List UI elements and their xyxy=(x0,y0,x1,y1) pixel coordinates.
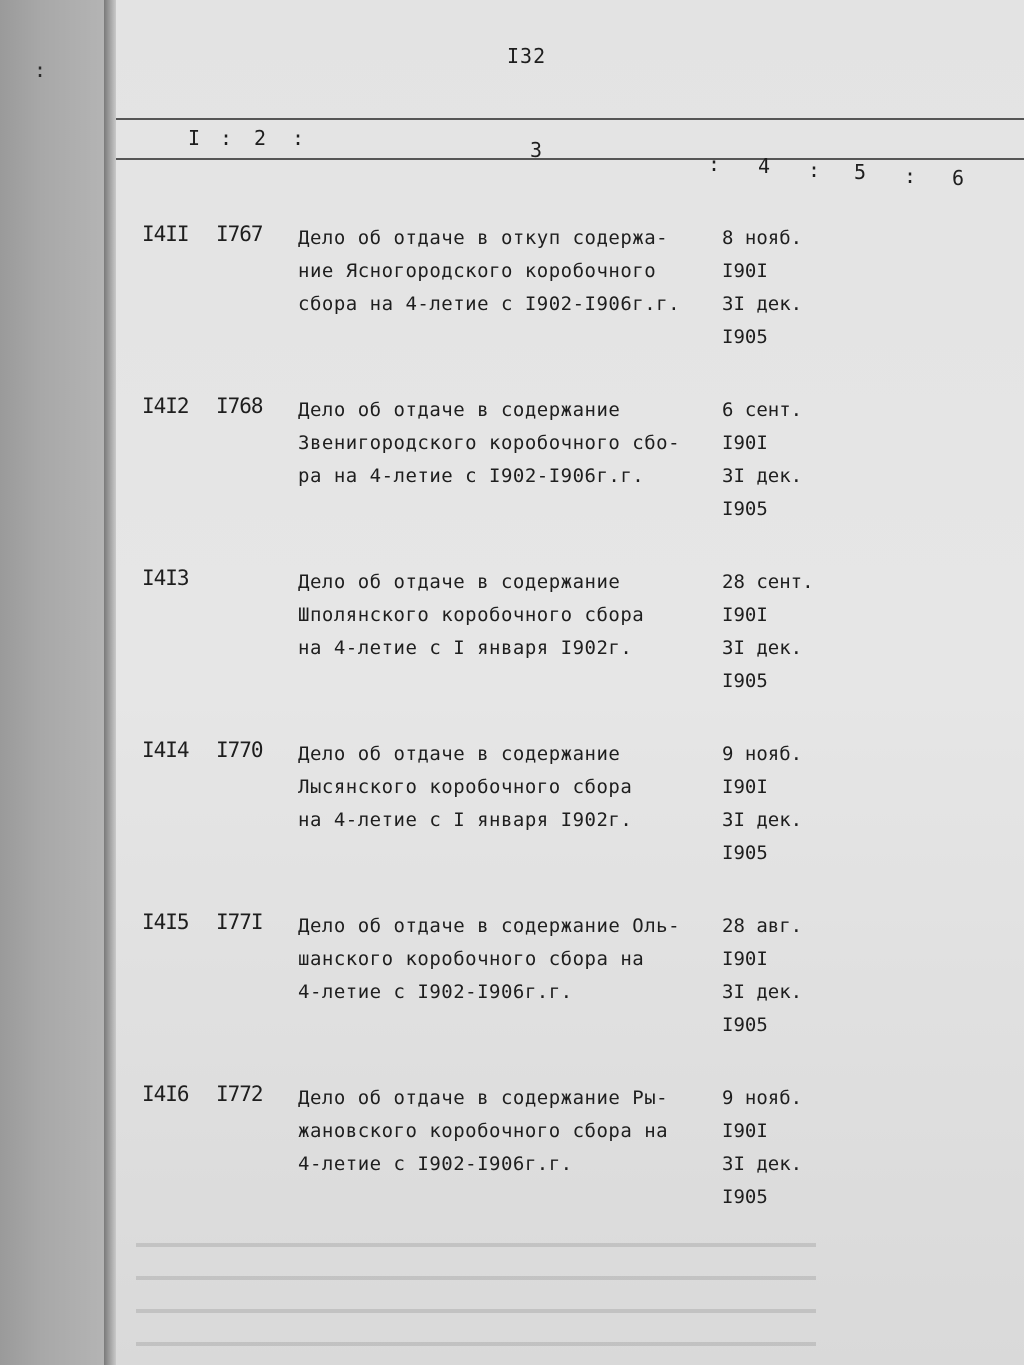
entry-dates: 8 нояб. I90I 3I дек. I905 xyxy=(722,227,803,348)
entry-number: I4I6 xyxy=(142,1082,189,1106)
facing-page-mark: : xyxy=(34,58,47,82)
inventory-entry xyxy=(116,566,1024,716)
header-rule-top xyxy=(116,118,1024,120)
entry-number: I4I2 xyxy=(142,394,189,418)
header-rule-bottom xyxy=(116,158,1024,160)
column-header-3: 3 xyxy=(530,138,543,162)
column-separator: : xyxy=(904,164,917,188)
entry-title: Дело об отдаче в откуп содержа- ние Ясногородского коробочного сбора на 4-летие с I902-I906г.г. xyxy=(298,227,681,315)
entry-old-number: I770 xyxy=(216,738,263,762)
entry-number: I4I5 xyxy=(142,910,189,934)
entry-old-number: I768 xyxy=(216,394,263,418)
entry-old-number: I767 xyxy=(216,222,263,246)
entry-number: I4I4 xyxy=(142,738,189,762)
column-separator: : xyxy=(292,126,305,150)
inventory-entry xyxy=(116,1082,1024,1232)
column-header-1: I xyxy=(188,126,201,150)
facing-page-edge xyxy=(0,0,104,1365)
entry-dates: 28 сент. I90I 3I дек. I905 xyxy=(722,571,814,692)
inventory-entry xyxy=(116,394,1024,544)
entry-number: I4II xyxy=(142,222,189,246)
entry-dates: 9 нояб. I90I 3I дек. I905 xyxy=(722,1087,803,1208)
column-header-2: 2 xyxy=(254,126,267,150)
column-header-4: 4 xyxy=(758,154,771,178)
column-separator: : xyxy=(808,158,821,182)
entry-title: Дело об отдаче в содержание Звенигородского коробочного сбо- ра на 4-летие с I902-I906г.г. xyxy=(298,399,681,487)
page-number: I32 xyxy=(507,44,547,68)
show-through-text xyxy=(136,1225,816,1365)
entry-dates: 28 авг. I90I 3I дек. I905 xyxy=(722,915,803,1036)
book-gutter xyxy=(104,0,116,1365)
entry-number: I4I3 xyxy=(142,566,189,590)
entry-old-number: I77I xyxy=(216,910,263,934)
column-header-6: 6 xyxy=(952,166,965,190)
entry-title: Дело об отдаче в содержание Ры- жановского коробочного сбора на 4-летие с I902-I906г.г. xyxy=(298,1087,669,1175)
inventory-entry xyxy=(116,222,1024,372)
column-separator: : xyxy=(708,152,721,176)
entry-dates: 6 сент. I90I 3I дек. I905 xyxy=(722,399,803,520)
entry-title: Дело об отдаче в содержание Шполянского коробочного сбора на 4-летие с I января I902г. xyxy=(298,571,645,659)
column-separator: : xyxy=(220,126,233,150)
entry-dates: 9 нояб. I90I 3I дек. I905 xyxy=(722,743,803,864)
inventory-entry xyxy=(116,910,1024,1060)
entry-title: Дело об отдаче в содержание Лысянского коробочного сбора на 4-летие с I января I902г. xyxy=(298,743,633,831)
column-header-5: 5 xyxy=(854,160,867,184)
entry-title: Дело об отдаче в содержание Оль- шанского коробочного сбора на 4-летие с I902-I906г.г. xyxy=(298,915,681,1003)
entry-old-number: I772 xyxy=(216,1082,263,1106)
document-page xyxy=(116,0,1024,1365)
inventory-entry xyxy=(116,738,1024,888)
